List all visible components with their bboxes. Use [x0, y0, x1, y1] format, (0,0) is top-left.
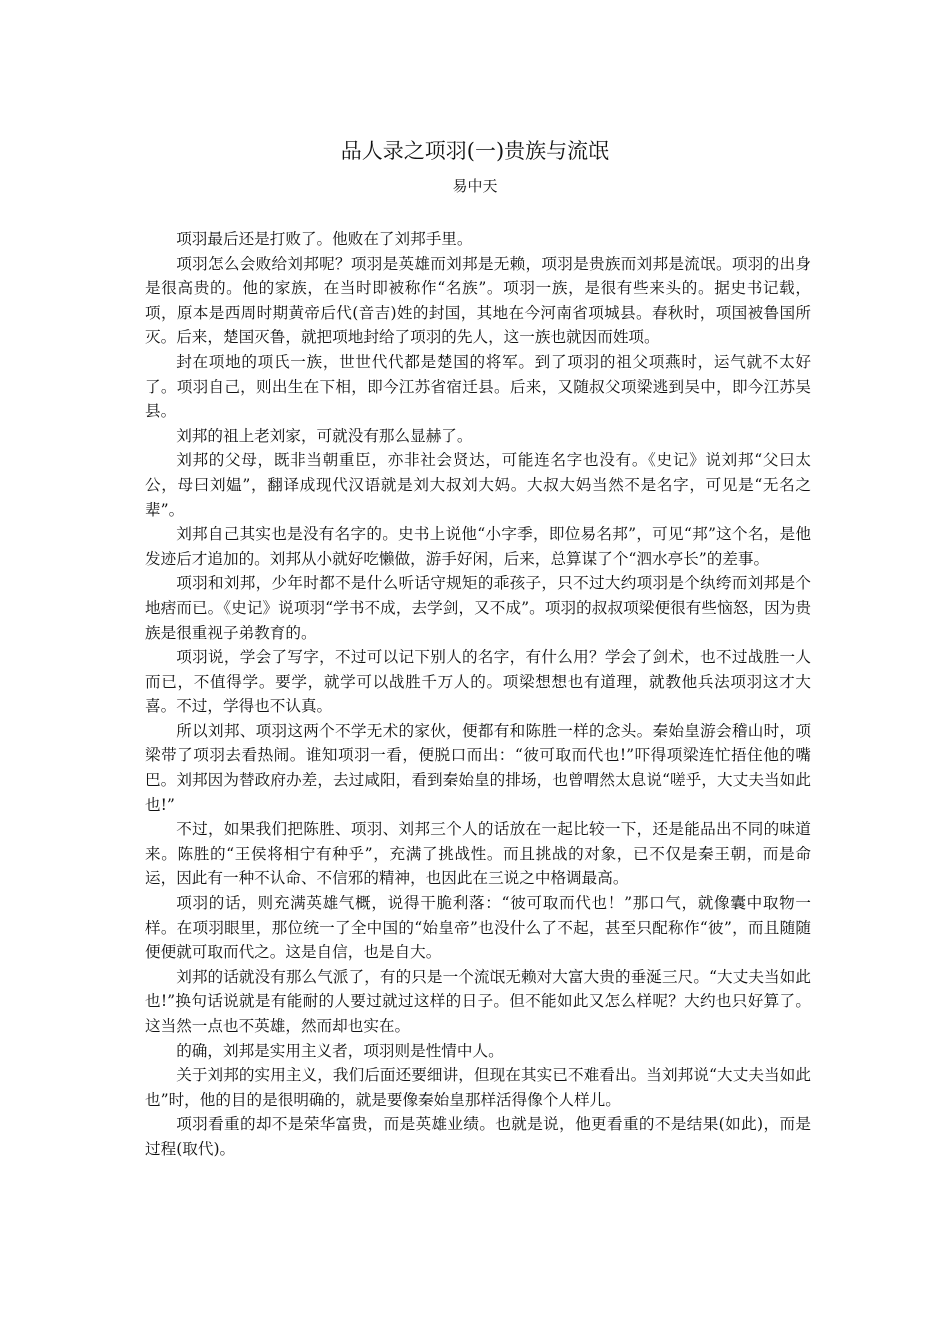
- paragraph: 项羽和刘邦，少年时都不是什么听话守规矩的乖孩子，只不过大约项羽是个纨绔而刘邦是个地痞而已。《史记》说项羽“学书不成，去学剑，又不成”。项羽的叔叔项梁便很有些恼怒，因为贵族是很重视子弟教育的。: [145, 574, 811, 642]
- paragraph: 项羽的话，则充满英雄气概，说得干脆利落：“彼可取而代也！”那口气，就像囊中取物一样。在项羽眼里，那位统一了全中国的“始皇帝”也没什么了不起，甚至只配称作“彼”，而且随随便便就可取而代之。这是自信，也是自大。: [145, 894, 811, 962]
- document-author: 易中天: [452, 177, 498, 195]
- paragraph: 项羽怎么会败给刘邦呢？项羽是英雄而刘邦是无赖，项羽是贵族而刘邦是流氓。项羽的出身是很高贵的。他的家族，在当时即被称作“名族”。项羽一族，是很有些来头的。据史书记载，项，原本是西周时期黄帝后代(音吉)姓的封国，其地在今河南省项城县。春秋时，项国被鲁国所灭。后来，楚国灭鲁，就把项地封给了项羽的先人，这一族也就因而姓项。: [145, 254, 811, 347]
- paragraph: 所以刘邦、项羽这两个不学无术的家伙，便都有和陈胜一样的念头。秦始皇游会稽山时，项梁带了项羽去看热闹。谁知项羽一看，便脱口而出：“彼可取而代也!”吓得项梁连忙捂住他的嘴巴。刘邦因为替政府办差，去过咸阳，看到秦始皇的排场，也曾喟然太息说“嗟乎，大丈夫当如此也!”: [145, 721, 811, 814]
- paragraph: 刘邦的话就没有那么气派了，有的只是一个流氓无赖对大富大贵的垂涎三尺。“大丈夫当如此也!”换句话说就是有能耐的人要过就过这样的日子。但不能如此又怎么样呢？大约也只好算了。这当然一点也不英雄，然而却也实在。: [145, 967, 811, 1035]
- paragraph: 关于刘邦的实用主义，我们后面还要细讲，但现在其实已不难看出。当刘邦说“大丈夫当如此也”时，他的目的是很明确的，就是要像秦始皇那样活得像个人样儿。: [145, 1066, 811, 1109]
- paragraph: 刘邦的父母，既非当朝重臣，亦非社会贤达，可能连名字也没有。《史记》说刘邦“父曰太公，母曰刘媪”，翻译成现代汉语就是刘大叔刘大妈。大叔大妈当然不是名字，可见是“无名之辈”。: [145, 451, 811, 519]
- paragraph: 项羽最后还是打败了。他败在了刘邦手里。: [176, 230, 473, 248]
- document-title: 品人录之项羽(一)贵族与流氓: [340, 139, 610, 163]
- paragraph: 项羽看重的却不是荣华富贵，而是英雄业绩。也就是说，他更看重的不是结果(如此)，而是过程(取代)。: [145, 1115, 811, 1158]
- paragraph: 刘邦的祖上老刘家，可就没有那么显赫了。: [176, 426, 473, 445]
- paragraph: 的确，刘邦是实用主义者，项羽则是性情中人。: [176, 1041, 504, 1060]
- paragraph: 项羽说，学会了写字，不过可以记下别人的名字，有什么用？学会了剑术，也不过战胜一人而已，不值得学。要学，就学可以战胜千万人的。项梁想想也有道理，就教他兵法项羽这才大喜。不过，学得也不认真。: [145, 648, 811, 716]
- paragraph: 刘邦自己其实也是没有名字的。史书上说他“小字季，即位易名邦”，可见“邦”这个名，是他发迹后才追加的。刘邦从小就好吃懒做，游手好闲，后来，总算谋了个“泗水亭长”的差事。: [145, 525, 811, 568]
- document-body: [145, 227, 811, 1162]
- paragraph: 封在项地的项氏一族，世世代代都是楚国的将军。到了项羽的祖父项燕时，运气就不太好了。项羽自己，则出生在下相，即今江苏省宿迁县。后来，又随叔父项梁逃到吴中，即今江苏吴县。: [145, 352, 811, 421]
- paragraph: 不过，如果我们把陈胜、项羽、刘邦三个人的话放在一起比较一下，还是能品出不同的味道来。陈胜的“王侯将相宁有种乎”，充满了挑战性。而且挑战的对象，已不仅是秦王朝，而是命运，因此有一种不认命、不信邪的精神，也因此在三说之中格调最高。: [145, 820, 811, 888]
